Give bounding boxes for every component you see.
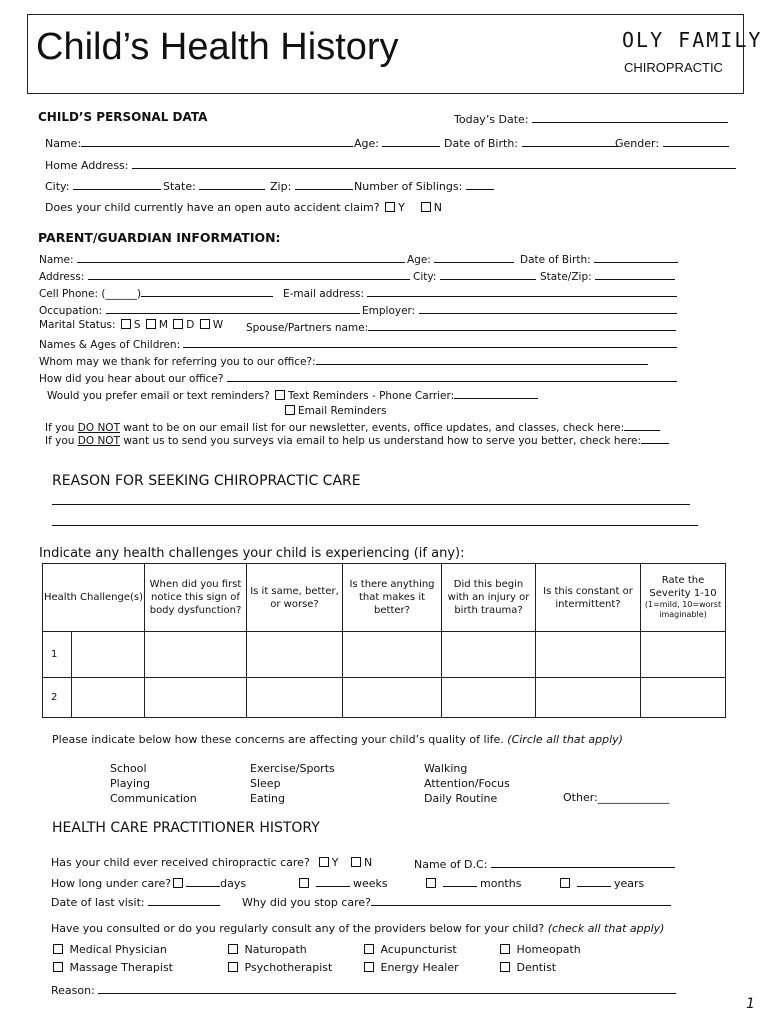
- marital-w-label: W: [212, 319, 224, 331]
- cell-makes-better[interactable]: [343, 632, 442, 678]
- child-dob-field[interactable]: [444, 135, 618, 150]
- cell-same-better-worse[interactable]: [247, 632, 343, 678]
- children-names-label: Names & Ages of Children:: [39, 339, 181, 351]
- consult-note: (check all that apply): [547, 922, 665, 935]
- child-gender-field[interactable]: [615, 135, 729, 150]
- why-stop-label: Why did you stop care?: [242, 896, 372, 909]
- referral-label: Whom may we thank for referring you to our office?:: [39, 356, 316, 368]
- todays-date-field[interactable]: [454, 111, 728, 126]
- weeks-blank[interactable]: [316, 875, 350, 887]
- section-parent-info: PARENT/GUARDIAN INFORMATION:: [38, 230, 281, 245]
- months-checkbox[interactable]: [426, 878, 436, 888]
- optout1-text: want to be on our email list for our newsletter, events, office updates, and classes, check here:: [120, 422, 625, 434]
- checkbox-icon[interactable]: [364, 962, 374, 972]
- email-label: E-mail address:: [283, 288, 365, 300]
- severity-title: Rate the Severity 1-10: [649, 575, 717, 599]
- child-city-field[interactable]: [45, 178, 161, 193]
- children-names-field[interactable]: [39, 336, 677, 351]
- prior-chiro-no-label: N: [364, 856, 373, 869]
- days-blank[interactable]: [186, 875, 220, 887]
- email-reminders-checkbox[interactable]: [285, 405, 295, 415]
- occupation-field[interactable]: [39, 302, 360, 317]
- days-label: days: [220, 877, 247, 890]
- dc-name-label: Name of D.C:: [414, 858, 488, 871]
- provider-dentist[interactable]: [498, 961, 556, 974]
- provider-psychotherapist[interactable]: [226, 961, 332, 974]
- child-state-label: State:: [163, 180, 196, 193]
- quality-other-field[interactable]: Other:_____________: [563, 791, 670, 804]
- accident-claim-row: [45, 201, 442, 214]
- hear-about-field[interactable]: [39, 370, 677, 385]
- reason-label: Reason:: [51, 984, 95, 997]
- cell-makes-better[interactable]: [343, 678, 442, 718]
- cell-severity[interactable]: [641, 678, 726, 718]
- reason-line-1[interactable]: [52, 504, 690, 505]
- optout2-text: want us to send you surveys via email to help us understand how to serve you better, check here:: [120, 435, 642, 447]
- parent-dob-field[interactable]: [520, 251, 678, 266]
- parent-dob-label: Date of Birth:: [520, 254, 591, 266]
- severity-note: (1=mild, 10=worst imaginable): [644, 600, 722, 619]
- header-severity: [641, 564, 726, 632]
- header-health-challenge: Health Challenge(s): [43, 564, 145, 632]
- child-age-field[interactable]: [354, 135, 440, 150]
- quality-column-c: [424, 761, 510, 806]
- header-constant-intermittent: Is this constant or intermittent?: [536, 564, 641, 632]
- child-zip-label: Zip:: [270, 180, 292, 193]
- child-name-field[interactable]: [45, 135, 353, 150]
- quality-column-b: [250, 761, 335, 806]
- email-field[interactable]: [283, 285, 677, 300]
- cell-severity[interactable]: [641, 632, 726, 678]
- cell-phone-label: Cell Phone: (______): [39, 288, 142, 300]
- quality-column-a: [110, 761, 197, 806]
- child-state-field[interactable]: [163, 178, 265, 193]
- years-option: [558, 875, 644, 890]
- marital-m-label: M: [158, 319, 168, 331]
- accident-no-checkbox[interactable]: [421, 202, 431, 212]
- consult-question: [51, 922, 664, 935]
- optout2-prefix: If you: [45, 435, 78, 447]
- health-challenges-table: [42, 563, 726, 718]
- reason-line-2[interactable]: [52, 525, 698, 526]
- reason-field[interactable]: [51, 982, 676, 997]
- provider-homeopath[interactable]: [498, 943, 581, 956]
- quality-option-communication[interactable]: Communication: [110, 792, 197, 805]
- months-option: [424, 875, 521, 890]
- table-row: [43, 632, 726, 678]
- parent-city-field[interactable]: [413, 268, 536, 283]
- provider-label: Homeopath: [516, 943, 581, 956]
- parent-address-label: Address:: [39, 271, 85, 283]
- spouse-name-label: Spouse/Partners name:: [246, 322, 369, 334]
- cell-first-notice[interactable]: [145, 632, 247, 678]
- accident-yes-checkbox[interactable]: [385, 202, 395, 212]
- marital-m-checkbox[interactable]: [146, 319, 156, 329]
- child-name-label: Name:: [45, 137, 82, 150]
- cell-same-better-worse[interactable]: [247, 678, 343, 718]
- dc-name-field[interactable]: [414, 856, 675, 871]
- page-title: Child’s Health History: [36, 26, 399, 68]
- quality-option-walking[interactable]: Walking: [424, 762, 468, 775]
- consult-question-text: Have you consulted or do you regularly consult any of the providers below for your child?: [51, 922, 545, 935]
- section-personal-data: CHILD’S PERSONAL DATA: [38, 110, 208, 124]
- marital-status-row: [39, 319, 223, 331]
- siblings-label: Number of Siblings:: [354, 180, 463, 193]
- employer-field[interactable]: [362, 302, 677, 317]
- parent-name-label: Name:: [39, 254, 74, 266]
- cell-phone-field[interactable]: [39, 285, 273, 300]
- quality-option-daily-routine[interactable]: Daily Routine: [424, 792, 498, 805]
- provider-energy-healer[interactable]: [362, 961, 459, 974]
- quality-text: Please indicate below how these concerns are affecting your child’s quality of life.: [52, 733, 504, 746]
- cell-challenge[interactable]: [72, 632, 145, 678]
- marital-d-checkbox[interactable]: [173, 319, 183, 329]
- last-visit-field[interactable]: [51, 894, 220, 909]
- parent-state-zip-label: State/Zip:: [540, 271, 592, 283]
- email-reminders-label: Email Reminders: [298, 405, 387, 417]
- cell-constant-intermittent[interactable]: [536, 678, 641, 718]
- optout1-prefix: If you: [45, 422, 78, 434]
- todays-date-label: Today’s Date:: [454, 113, 529, 126]
- section-practitioner-history: HEALTH CARE PRACTITIONER HISTORY: [52, 820, 320, 836]
- parent-state-zip-field[interactable]: [540, 268, 675, 283]
- marital-s-checkbox[interactable]: [121, 319, 131, 329]
- weeks-label: weeks: [353, 877, 388, 890]
- survey-optout-row: [45, 432, 669, 447]
- checkbox-icon[interactable]: [228, 962, 238, 972]
- challenges-heading: Indicate any health challenges your child is experiencing (if any):: [39, 546, 465, 561]
- referral-field[interactable]: [39, 353, 648, 368]
- section-reason: REASON FOR SEEKING CHIROPRACTIC CARE: [52, 473, 361, 489]
- provider-massage-therapist[interactable]: [51, 961, 173, 974]
- why-stop-field[interactable]: [242, 894, 671, 909]
- cell-first-notice[interactable]: [145, 678, 247, 718]
- quality-option-sleep[interactable]: Sleep: [250, 777, 281, 790]
- row-number: 2: [43, 678, 72, 718]
- reminder-question: Would you prefer email or text reminders?: [47, 390, 270, 402]
- home-address-label: Home Address:: [45, 159, 129, 172]
- optout2-do-not: DO NOT: [77, 435, 120, 447]
- child-age-label: Age:: [354, 137, 379, 150]
- reminder-preference-row: [47, 387, 538, 402]
- prior-chiro-yes-label: Y: [331, 856, 339, 869]
- email-reminders-row: [283, 405, 386, 417]
- child-dob-label: Date of Birth:: [444, 137, 519, 150]
- employer-label: Employer:: [362, 305, 416, 317]
- years-checkbox[interactable]: [560, 878, 570, 888]
- child-gender-label: Gender:: [615, 137, 660, 150]
- quality-option-exercise[interactable]: Exercise/Sports: [250, 762, 335, 775]
- provider-naturopath[interactable]: [226, 943, 307, 956]
- prior-chiro-yes-checkbox[interactable]: [319, 857, 329, 867]
- provider-label: Acupuncturist: [380, 943, 457, 956]
- header-makes-better: Is there anything that makes it better?: [343, 564, 442, 632]
- cell-challenge[interactable]: [72, 678, 145, 718]
- optout1-do-not: DO NOT: [77, 422, 120, 434]
- accident-yes-label: Y: [398, 201, 405, 214]
- marital-w-checkbox[interactable]: [200, 319, 210, 329]
- provider-label: Massage Therapist: [69, 961, 173, 974]
- marital-s-label: S: [133, 319, 141, 331]
- quality-option-eating[interactable]: Eating: [250, 792, 286, 805]
- child-city-label: City:: [45, 180, 70, 193]
- checkbox-icon[interactable]: [53, 962, 63, 972]
- checkbox-icon[interactable]: [500, 944, 510, 954]
- siblings-field[interactable]: [354, 178, 494, 193]
- checkbox-icon[interactable]: [364, 944, 374, 954]
- logo-subtitle: CHIROPRACTIC: [624, 60, 723, 75]
- how-long-label: How long under care?: [51, 877, 172, 890]
- row-number: 1: [43, 632, 72, 678]
- years-label: years: [614, 877, 645, 890]
- weeks-option: [297, 875, 388, 890]
- child-zip-field[interactable]: [270, 178, 353, 193]
- provider-acupuncturist[interactable]: [362, 943, 457, 956]
- prior-chiro-no-checkbox[interactable]: [351, 857, 361, 867]
- how-long-row: [51, 875, 246, 890]
- parent-name-field[interactable]: [39, 251, 405, 266]
- text-reminders-label: Text Reminders - Phone Carrier:: [288, 390, 455, 402]
- header-first-notice: When did you first notice this sign of body dysfunction?: [145, 564, 247, 632]
- provider-label: Psychotherapist: [244, 961, 333, 974]
- logo-name: OLY FAMILY: [622, 28, 763, 52]
- quality-of-life-question: [52, 733, 623, 746]
- home-address-field[interactable]: [45, 157, 736, 172]
- accident-claim-question: Does your child currently have an open auto accident claim?: [45, 201, 380, 214]
- quality-option-school[interactable]: School: [110, 762, 147, 775]
- occupation-label: Occupation:: [39, 305, 103, 317]
- spouse-name-field[interactable]: [246, 319, 676, 334]
- provider-label: Naturopath: [244, 943, 307, 956]
- text-reminders-checkbox[interactable]: [275, 390, 285, 400]
- provider-label: Dentist: [516, 961, 557, 974]
- provider-label: Energy Healer: [380, 961, 459, 974]
- newsletter-optout-blank[interactable]: [624, 419, 660, 431]
- parent-address-field[interactable]: [39, 268, 410, 283]
- checkbox-icon[interactable]: [500, 962, 510, 972]
- days-checkbox[interactable]: [173, 878, 183, 888]
- survey-optout-blank[interactable]: [641, 432, 669, 444]
- quality-option-playing[interactable]: Playing: [110, 777, 150, 790]
- cell-injury-trauma[interactable]: [442, 678, 536, 718]
- cell-injury-trauma[interactable]: [442, 632, 536, 678]
- parent-age-label: Age:: [407, 254, 431, 266]
- weeks-checkbox[interactable]: [299, 878, 309, 888]
- quality-note: (Circle all that apply): [507, 733, 623, 746]
- last-visit-label: Date of last visit:: [51, 896, 145, 909]
- table-header-row: [43, 564, 726, 632]
- parent-age-field[interactable]: [407, 251, 514, 266]
- quality-option-attention[interactable]: Attention/Focus: [424, 777, 510, 790]
- accident-no-label: N: [433, 201, 443, 214]
- table-row: [43, 678, 726, 718]
- parent-city-label: City:: [413, 271, 437, 283]
- provider-label: Medical Physician: [69, 943, 167, 956]
- page-number: 1: [746, 996, 755, 1012]
- hear-about-label: How did you hear about our office?: [39, 373, 224, 385]
- cell-constant-intermittent[interactable]: [536, 632, 641, 678]
- prior-chiro-row: [51, 856, 372, 869]
- marital-d-label: D: [186, 319, 195, 331]
- prior-chiro-question: Has your child ever received chiropractic care?: [51, 856, 310, 869]
- checkbox-icon[interactable]: [228, 944, 238, 954]
- months-blank[interactable]: [443, 875, 477, 887]
- header-same-better-worse: Is it same, better, or worse?: [247, 564, 343, 632]
- years-blank[interactable]: [577, 875, 611, 887]
- header-injury-trauma: Did this begin with an injury or birth trauma?: [442, 564, 536, 632]
- provider-medical-physician[interactable]: [51, 943, 167, 956]
- checkbox-icon[interactable]: [53, 944, 63, 954]
- marital-status-label: Marital Status:: [39, 319, 116, 331]
- months-label: months: [480, 877, 522, 890]
